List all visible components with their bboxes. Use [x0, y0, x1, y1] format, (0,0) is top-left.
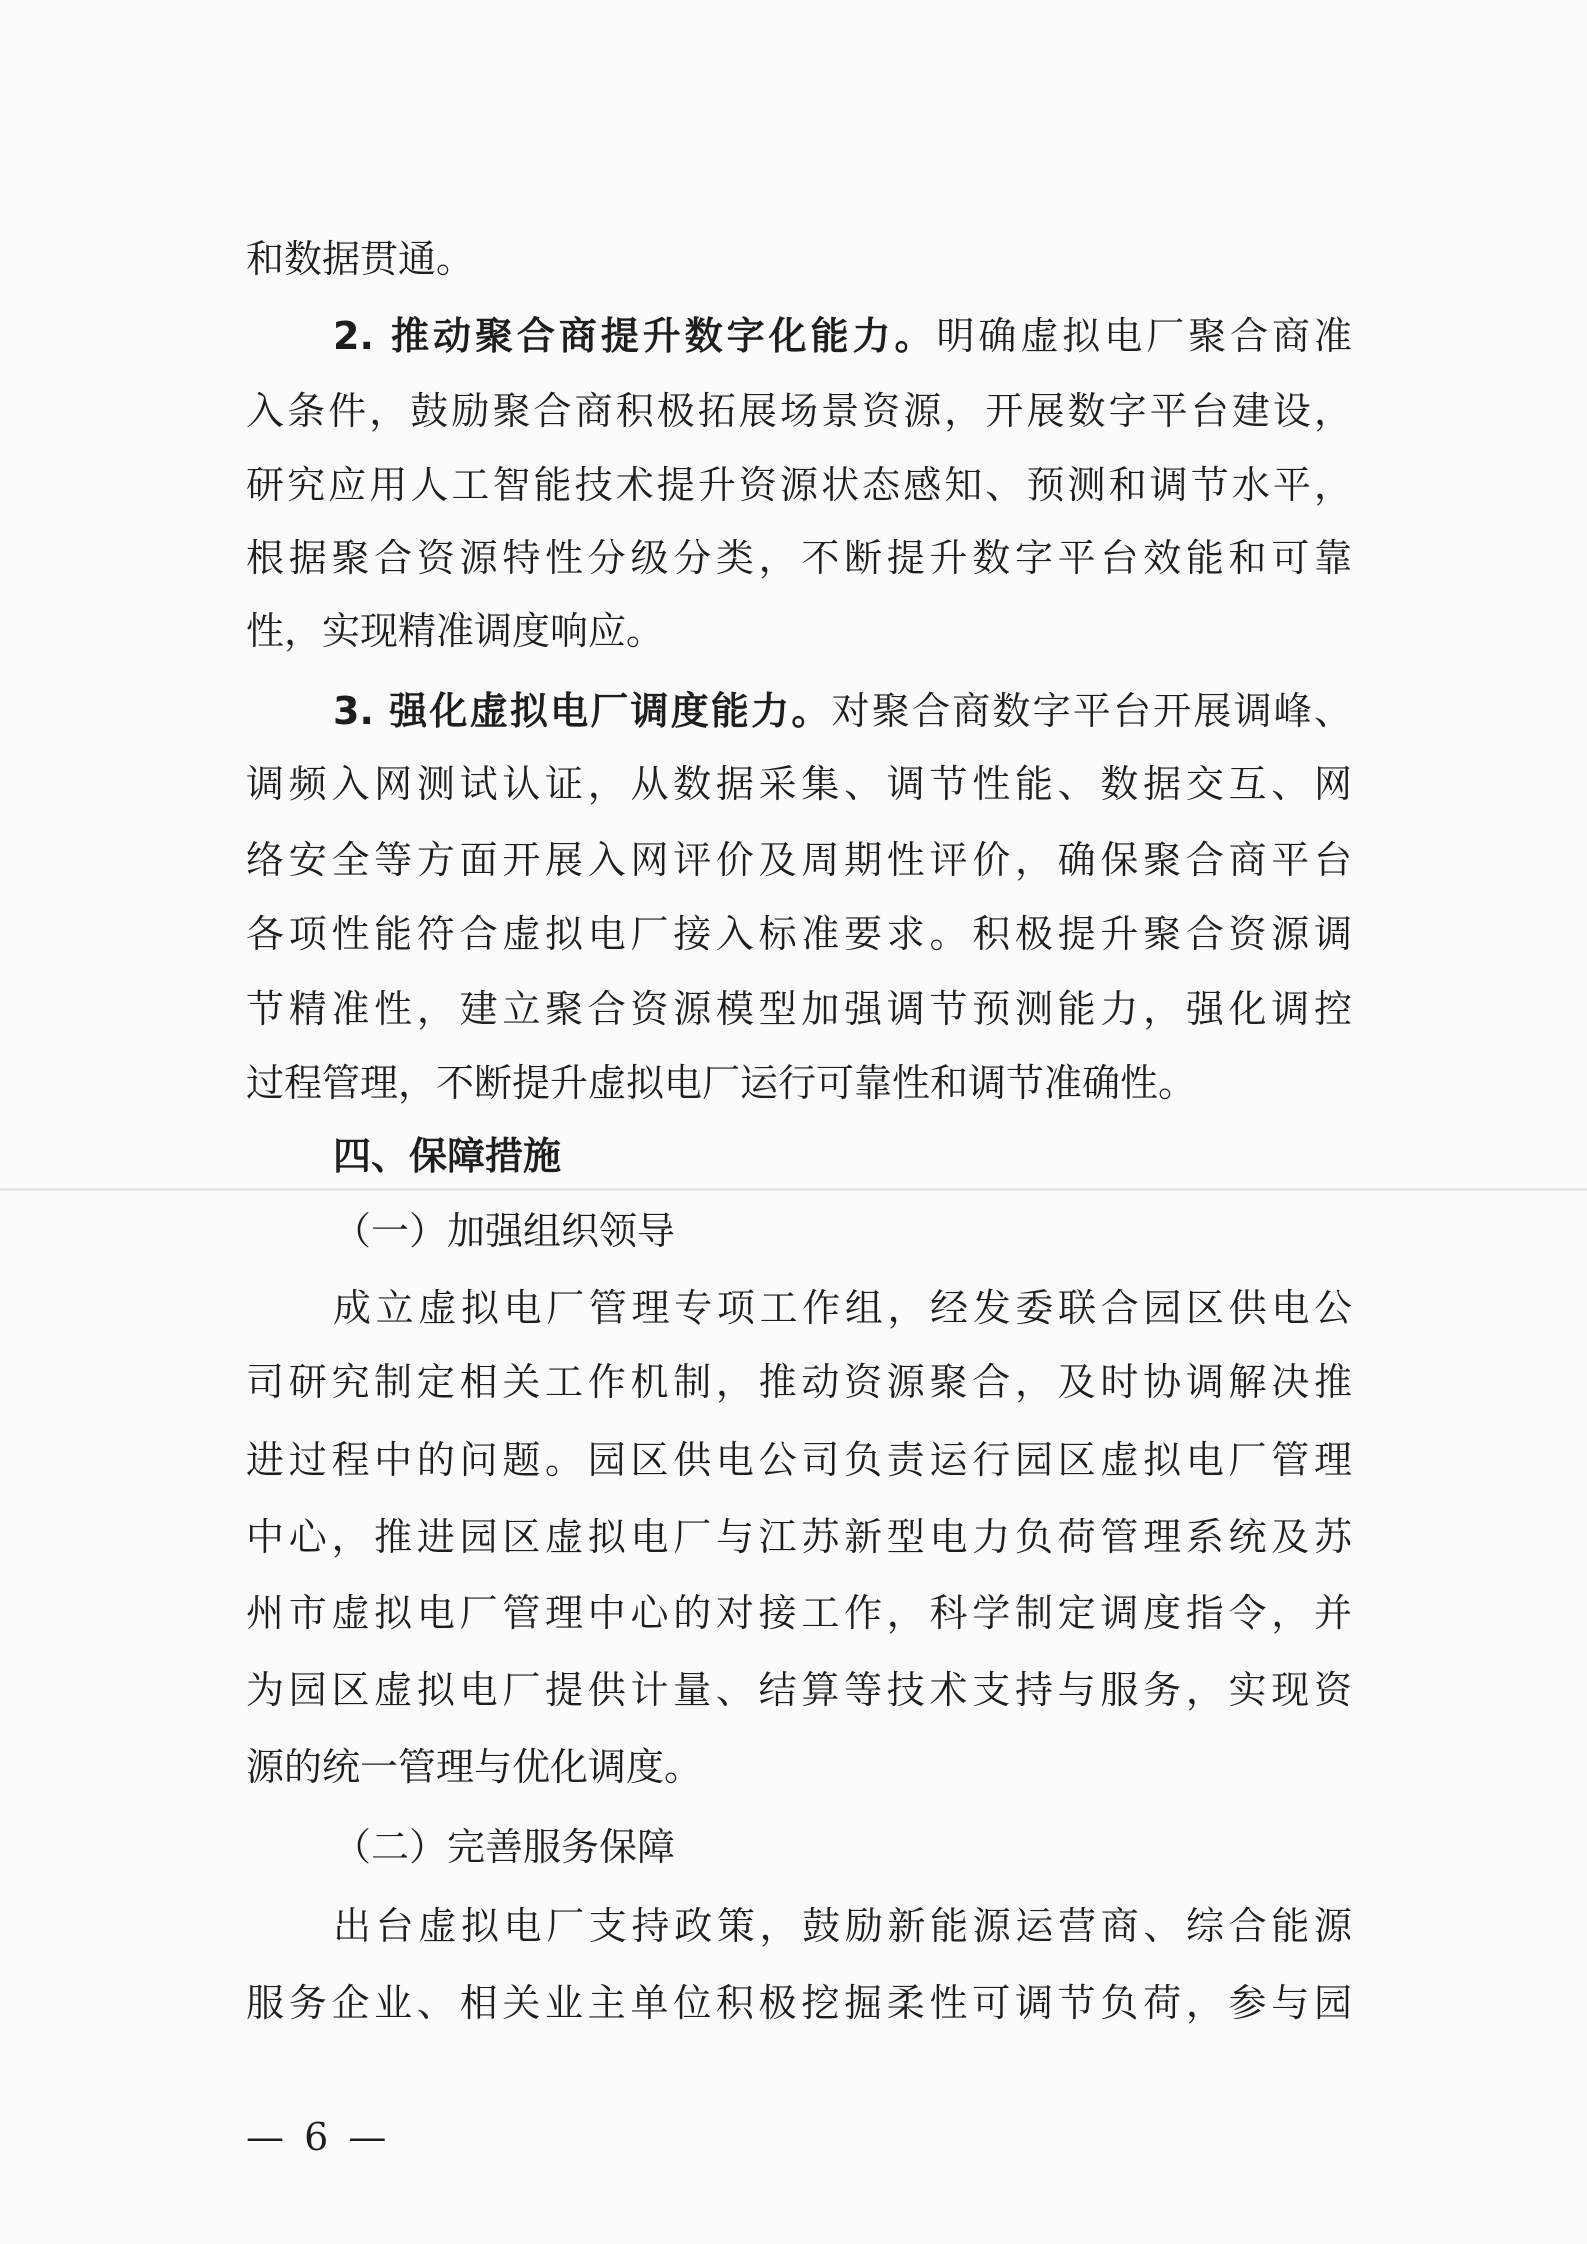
text-line [333, 1280, 1352, 1336]
text-line [333, 1898, 1352, 1954]
section-heading [333, 1128, 1352, 1184]
text-line [246, 1975, 1352, 2031]
line-text: 根据聚合资源特性分级分类，不断提升数字平台效能和可靠 [246, 536, 1352, 580]
line-text: 和数据贯通。 [246, 237, 475, 281]
scan-artifact-line [0, 1188, 1587, 1191]
text-line [246, 832, 1352, 888]
line-text: 研究应用人工智能技术提升资源状态感知、预测和调节水平， [246, 463, 1352, 507]
text-line [333, 308, 1352, 364]
page-number: — 6 — [246, 2115, 391, 2159]
text-line [246, 1585, 1352, 1641]
line-text: 过程管理，不断提升虚拟电厂运行可靠性和调节准确性。 [246, 1061, 1197, 1105]
line-text: 州市虚拟电厂管理中心的对接工作，科学制定调度指令，并 [246, 1591, 1352, 1635]
line-text: 对聚合商数字平台开展调峰、 [831, 689, 1352, 733]
text-line [246, 1432, 1352, 1488]
line-text: 进过程中的问题。园区供电公司负责运行园区虚拟电厂管理 [246, 1438, 1352, 1482]
text-line [246, 457, 1352, 513]
text-line [246, 756, 1352, 812]
line-text: 调频入网测试认证，从数据采集、调节性能、数据交互、网 [246, 762, 1352, 806]
line-text: 成立虚拟电厂管理专项工作组，经发委联合园区供电公 [333, 1286, 1352, 1330]
text-line [333, 683, 1352, 739]
line-text: 服务企业、相关业主单位积极挖掘柔性可调节负荷，参与园 [246, 1981, 1352, 2025]
text-line [333, 1819, 1352, 1875]
bold-lead-in: 3. 强化虚拟电厂调度能力。 [333, 689, 832, 733]
text-line [246, 981, 1352, 1037]
text-line [246, 1509, 1352, 1565]
line-text: 出台虚拟电厂支持政策，鼓励新能源运营商、综合能源 [333, 1904, 1352, 1948]
text-line [246, 906, 1352, 962]
bold-lead-in: 四、保障措施 [333, 1134, 562, 1178]
line-text: 明确虚拟电厂聚合商准 [936, 314, 1352, 358]
line-text: 中心，推进园区虚拟电厂与江苏新型电力负荷管理系统及苏 [246, 1515, 1352, 1559]
line-text: 节精准性，建立聚合资源模型加强调节预测能力，强化调控 [246, 987, 1352, 1031]
text-line [246, 603, 1352, 659]
line-text: （二）完善服务保障 [333, 1825, 676, 1869]
line-text: 为园区虚拟电厂提供计量、结算等技术支持与服务，实现资 [246, 1668, 1352, 1712]
line-text: 源的统一管理与优化调度。 [246, 1745, 703, 1789]
text-line [246, 1354, 1352, 1410]
line-text: （一）加强组织领导 [333, 1209, 676, 1253]
bold-lead-in: 2. 推动聚合商提升数字化能力。 [333, 314, 937, 358]
line-text: 络安全等方面开展入网评价及周期性评价，确保聚合商平台 [246, 838, 1352, 882]
text-line [246, 1055, 1352, 1111]
text-line [246, 1739, 1352, 1795]
line-text: 司研究制定相关工作机制，推动资源聚合，及时协调解决推 [246, 1360, 1352, 1404]
text-line [333, 1203, 1352, 1259]
line-text: 入条件，鼓励聚合商积极拓展场景资源，开展数字平台建设， [246, 389, 1352, 433]
text-line [246, 530, 1352, 586]
text-line [246, 231, 1352, 287]
line-text: 性，实现精准调度响应。 [246, 609, 665, 653]
text-line [246, 383, 1352, 439]
text-line [246, 1662, 1352, 1718]
line-text: 各项性能符合虚拟电厂接入标准要求。积极提升聚合资源调 [246, 912, 1352, 956]
